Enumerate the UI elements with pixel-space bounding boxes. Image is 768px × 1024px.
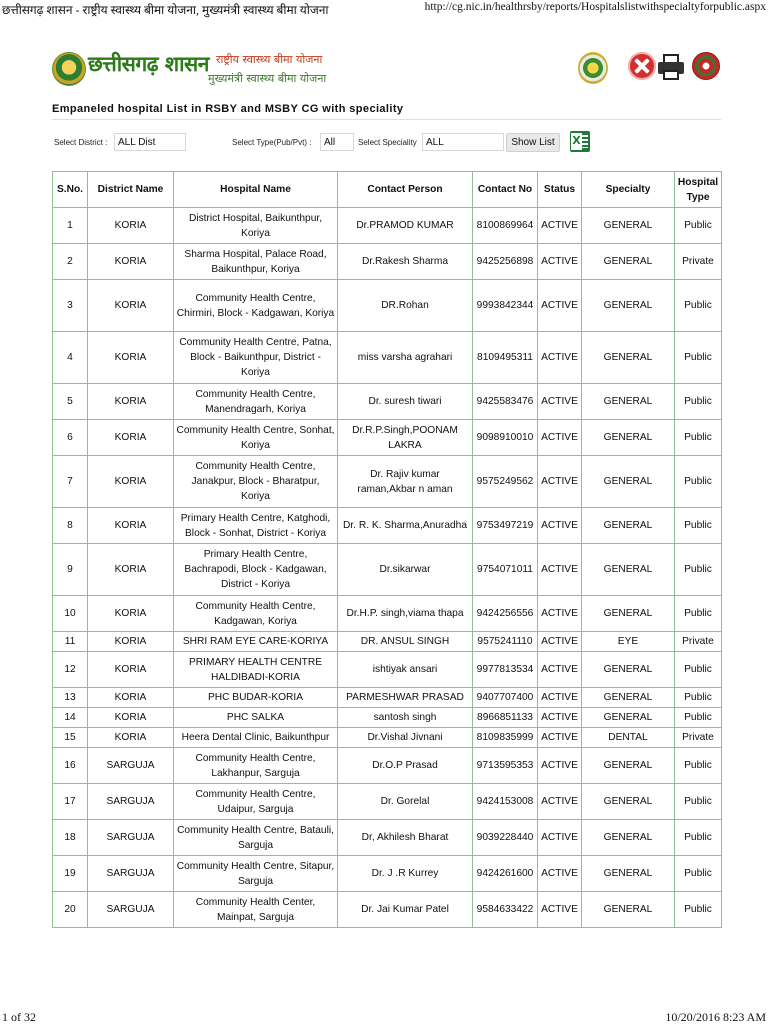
cell-hospital: Community Health Centre, Kadgawan, Koriya [174,596,338,632]
emblem-icon [692,52,720,80]
cell-hospital-type: Private [675,244,722,280]
cell-sno: 5 [53,384,88,420]
cell-contact-person: Dr.Vishal Jivnani [338,728,473,748]
table-row [53,688,722,708]
print-header [0,0,768,18]
table-row [53,856,722,892]
cell-sno: 14 [53,708,88,728]
cell-hospital-type: Public [675,708,722,728]
cell-hospital: Community Health Centre, Lakhanpur, Sarguja [174,748,338,784]
cell-district: KORIA [88,208,174,244]
cell-hospital-type: Private [675,728,722,748]
cell-specialty: DENTAL [582,728,675,748]
table-row [53,420,722,456]
cell-contact-no: 9098910010 [473,420,538,456]
title-divider [52,119,721,120]
cell-hospital: Primary Health Centre, Bachrapodi, Block - Kadgawan, District - Koriya [174,544,338,596]
cell-contact-no: 9754071011 [473,544,538,596]
cell-sno: 10 [53,596,88,632]
cell-specialty: GENERAL [582,280,675,332]
cell-hospital: SHRI RAM EYE CARE-KORIYA [174,632,338,652]
cell-hospital-type: Public [675,332,722,384]
cell-specialty: GENERAL [582,856,675,892]
logo-main-text: छत्तीसगढ़ शासन [88,52,209,76]
cell-sno: 1 [53,208,88,244]
cell-specialty: GENERAL [582,544,675,596]
cell-sno: 13 [53,688,88,708]
cell-district: KORIA [88,708,174,728]
cell-specialty: GENERAL [582,748,675,784]
print-datetime: 10/20/2016 8:23 AM [665,1010,766,1024]
cell-contact-no: 9424153008 [473,784,538,820]
cell-contact-no: 9425256898 [473,244,538,280]
cell-district: KORIA [88,420,174,456]
table-row [53,208,722,244]
cell-district: SARGUJA [88,784,174,820]
excel-icon[interactable] [567,129,593,154]
site-logo[interactable] [48,44,388,94]
cell-hospital-type: Public [675,384,722,420]
cell-contact-no: 9425583476 [473,384,538,420]
table-row [53,748,722,784]
table-row [53,508,722,544]
table-row [53,596,722,632]
cell-sno: 4 [53,332,88,384]
banner-icon-group [560,46,720,90]
cell-sno: 15 [53,728,88,748]
cell-district: KORIA [88,332,174,384]
col-header-sno: S.No. [53,172,88,208]
cell-specialty: GENERAL [582,420,675,456]
cell-status: ACTIVE [538,708,582,728]
cell-contact-no: 9424256556 [473,596,538,632]
cell-contact-no: 8966851133 [473,708,538,728]
print-page-title: छत्तीसगढ़ शासन - राष्ट्रीय स्वास्थ्य बीमा योजना, मुख्यमंत्री स्वास्थ्य बीमा योजना [2,3,329,17]
cell-status: ACTIVE [538,208,582,244]
cell-sno: 7 [53,456,88,508]
cell-hospital-type: Public [675,784,722,820]
cell-sno: 3 [53,280,88,332]
cell-contact-person: Dr.O.P Prasad [338,748,473,784]
cell-hospital-type: Public [675,748,722,784]
cell-contact-no: 9575249562 [473,456,538,508]
cell-specialty: GENERAL [582,332,675,384]
cell-sno: 12 [53,652,88,688]
cell-contact-person: PARMESHWAR PRASAD [338,688,473,708]
cell-contact-person: Dr, Akhilesh Bharat [338,820,473,856]
seal-icon [578,52,608,84]
table-row [53,728,722,748]
cell-status: ACTIVE [538,728,582,748]
cell-district: KORIA [88,244,174,280]
cell-status: ACTIVE [538,456,582,508]
cell-district: KORIA [88,632,174,652]
cell-contact-person: Dr. Jai Kumar Patel [338,892,473,928]
table-row [53,652,722,688]
cell-hospital-type: Public [675,596,722,632]
cell-hospital-type: Public [675,508,722,544]
col-header-hospital-type: Hospital Type [675,172,722,208]
speciality-label: Select Speciality [358,138,417,147]
cell-status: ACTIVE [538,892,582,928]
site-banner [48,44,720,94]
cell-contact-person: Dr.Rakesh Sharma [338,244,473,280]
type-label: Select Type(Pub/Pvt) : [232,138,312,147]
table-row [53,820,722,856]
cell-specialty: GENERAL [582,456,675,508]
logo-subtitle-rsby: राष्ट्रीय स्वास्थ्य बीमा योजना [216,53,323,66]
cell-contact-no: 9575241110 [473,632,538,652]
cell-contact-person: Dr. J .R Kurrey [338,856,473,892]
cell-specialty: GENERAL [582,892,675,928]
cell-status: ACTIVE [538,688,582,708]
cell-contact-person: ishtiyak ansari [338,652,473,688]
cell-hospital: Sharma Hospital, Palace Road, Baikunthpur, Koriya [174,244,338,280]
cell-specialty: GENERAL [582,652,675,688]
cell-hospital-type: Public [675,280,722,332]
cell-contact-no: 9753497219 [473,508,538,544]
table-row [53,384,722,420]
cell-hospital: Community Health Centre, Batauli, Sarguja [174,820,338,856]
cell-district: SARGUJA [88,748,174,784]
cell-contact-no: 9993842344 [473,280,538,332]
cell-status: ACTIVE [538,280,582,332]
close-icon[interactable] [628,52,656,80]
speciality-select[interactable]: ALL [422,133,504,151]
print-url[interactable]: http://cg.nic.in/healthrsby/reports/Hospitalslistwithspecialtyforpublic.aspx [424,1,766,13]
cell-contact-person: Dr. R. K. Sharma,Anuradha [338,508,473,544]
cell-hospital: Community Health Centre, Manendragarh, Koriya [174,384,338,420]
cell-hospital: PRIMARY HEALTH CENTRE HALDIBADI-KORIA [174,652,338,688]
cell-contact-person: Dr.R.P.Singh,POONAM LAKRA [338,420,473,456]
cell-contact-no: 8109495311 [473,332,538,384]
page-counter: 1 of 32 [2,1010,36,1024]
cell-contact-no: 8100869964 [473,208,538,244]
cell-status: ACTIVE [538,632,582,652]
table-row [53,784,722,820]
district-select[interactable]: ALL Dist [114,133,186,151]
cell-contact-no: 9713595353 [473,748,538,784]
hospital-table [52,171,722,928]
cell-district: KORIA [88,596,174,632]
cell-hospital: Community Health Centre, Udaipur, Sarguja [174,784,338,820]
cell-hospital-type: Public [675,820,722,856]
cell-specialty: GENERAL [582,708,675,728]
cell-contact-person: Dr. Rajiv kumar raman,Akbar n aman [338,456,473,508]
show-list-button[interactable]: Show List [506,133,560,152]
logo-subtitle-msby: मुख्यमंत्री स्वास्थ्य बीमा योजना [208,72,327,85]
table-row [53,456,722,508]
cell-district: KORIA [88,688,174,708]
cell-specialty: GENERAL [582,384,675,420]
cell-district: KORIA [88,456,174,508]
cell-contact-no: 8109835999 [473,728,538,748]
cell-specialty: GENERAL [582,820,675,856]
cell-district: KORIA [88,508,174,544]
cell-hospital: District Hospital, Baikunthpur, Koriya [174,208,338,244]
cell-status: ACTIVE [538,748,582,784]
table-row [53,632,722,652]
cell-status: ACTIVE [538,544,582,596]
cell-contact-no: 9977813534 [473,652,538,688]
state-emblem-icon [52,52,86,86]
cell-contact-no: 9407707400 [473,688,538,708]
table-row [53,544,722,596]
cell-contact-person: santosh singh [338,708,473,728]
cell-district: KORIA [88,652,174,688]
cell-status: ACTIVE [538,420,582,456]
cell-contact-person: Dr. Gorelal [338,784,473,820]
cell-specialty: GENERAL [582,208,675,244]
filter-bar [52,130,721,154]
col-header-specialty: Specialty [582,172,675,208]
print-footer [0,1008,768,1024]
cell-contact-person: miss varsha agrahari [338,332,473,384]
cell-hospital-type: Public [675,544,722,596]
cell-district: KORIA [88,280,174,332]
cell-status: ACTIVE [538,508,582,544]
cell-district: SARGUJA [88,820,174,856]
cell-sno: 2 [53,244,88,280]
table-row [53,280,722,332]
cell-specialty: GENERAL [582,596,675,632]
table-row [53,244,722,280]
cell-hospital-type: Public [675,688,722,708]
cell-district: KORIA [88,544,174,596]
cell-status: ACTIVE [538,784,582,820]
cell-contact-person: DR. ANSUL SINGH [338,632,473,652]
table-row [53,332,722,384]
cell-sno: 18 [53,820,88,856]
cell-contact-person: DR.Rohan [338,280,473,332]
table-header-row [53,172,722,208]
district-label: Select District : [54,138,108,147]
cell-status: ACTIVE [538,856,582,892]
cell-hospital: Community Health Centre, Janakpur, Block - Bharatpur, Koriya [174,456,338,508]
excel-icon-letter: X [571,133,582,150]
cell-status: ACTIVE [538,652,582,688]
cell-sno: 11 [53,632,88,652]
cell-specialty: GENERAL [582,784,675,820]
cell-hospital-type: Public [675,208,722,244]
cell-contact-no: 9584633422 [473,892,538,928]
cell-status: ACTIVE [538,244,582,280]
cell-status: ACTIVE [538,820,582,856]
cell-hospital: Primary Health Centre, Katghodi, Block - Sonhat, District - Koriya [174,508,338,544]
col-header-district: District Name [88,172,174,208]
cell-specialty: GENERAL [582,508,675,544]
cell-district: KORIA [88,384,174,420]
cell-hospital: PHC SALKA [174,708,338,728]
cell-hospital: Community Health Centre, Patna, Block - Baikunthpur, District - Koriya [174,332,338,384]
cell-hospital-type: Public [675,856,722,892]
cell-status: ACTIVE [538,384,582,420]
cell-contact-no: 9424261600 [473,856,538,892]
cell-contact-no: 9039228440 [473,820,538,856]
col-header-contact-person: Contact Person [338,172,473,208]
cell-hospital-type: Public [675,456,722,508]
cell-hospital-type: Private [675,632,722,652]
table-row [53,708,722,728]
cell-hospital-type: Public [675,420,722,456]
cell-status: ACTIVE [538,596,582,632]
table-row [53,892,722,928]
cell-sno: 20 [53,892,88,928]
cell-district: KORIA [88,728,174,748]
cell-sno: 9 [53,544,88,596]
cell-specialty: GENERAL [582,688,675,708]
cell-sno: 19 [53,856,88,892]
page-title: Empaneled hospital List in RSBY and MSBY CG with speciality [52,103,404,115]
cell-sno: 6 [53,420,88,456]
cell-district: SARGUJA [88,856,174,892]
cell-hospital: Community Health Centre, Sitapur, Sarguja [174,856,338,892]
cell-sno: 16 [53,748,88,784]
table-body [53,208,722,928]
cell-hospital-type: Public [675,652,722,688]
cell-hospital-type: Public [675,892,722,928]
cell-sno: 8 [53,508,88,544]
cell-hospital: Community Health Centre, Chirmiri, Block - Kadgawan, Koriya [174,280,338,332]
type-select[interactable]: All [320,133,354,151]
cell-contact-person: Dr. suresh tiwari [338,384,473,420]
col-header-hospital: Hospital Name [174,172,338,208]
cell-hospital: Community Health Center, Mainpat, Sarguja [174,892,338,928]
cell-specialty: GENERAL [582,244,675,280]
cell-contact-person: Dr.sikarwar [338,544,473,596]
printer-icon[interactable] [656,52,686,80]
col-header-contact-no: Contact No [473,172,538,208]
cell-hospital: Heera Dental Clinic, Baikunthpur [174,728,338,748]
col-header-status: Status [538,172,582,208]
cell-district: SARGUJA [88,892,174,928]
cell-contact-person: Dr.H.P. singh,viama thapa [338,596,473,632]
cell-contact-person: Dr.PRAMOD KUMAR [338,208,473,244]
cell-sno: 17 [53,784,88,820]
cell-hospital: Community Health Centre, Sonhat, Koriya [174,420,338,456]
cell-specialty: EYE [582,632,675,652]
cell-status: ACTIVE [538,332,582,384]
cell-hospital: PHC BUDAR-KORIA [174,688,338,708]
